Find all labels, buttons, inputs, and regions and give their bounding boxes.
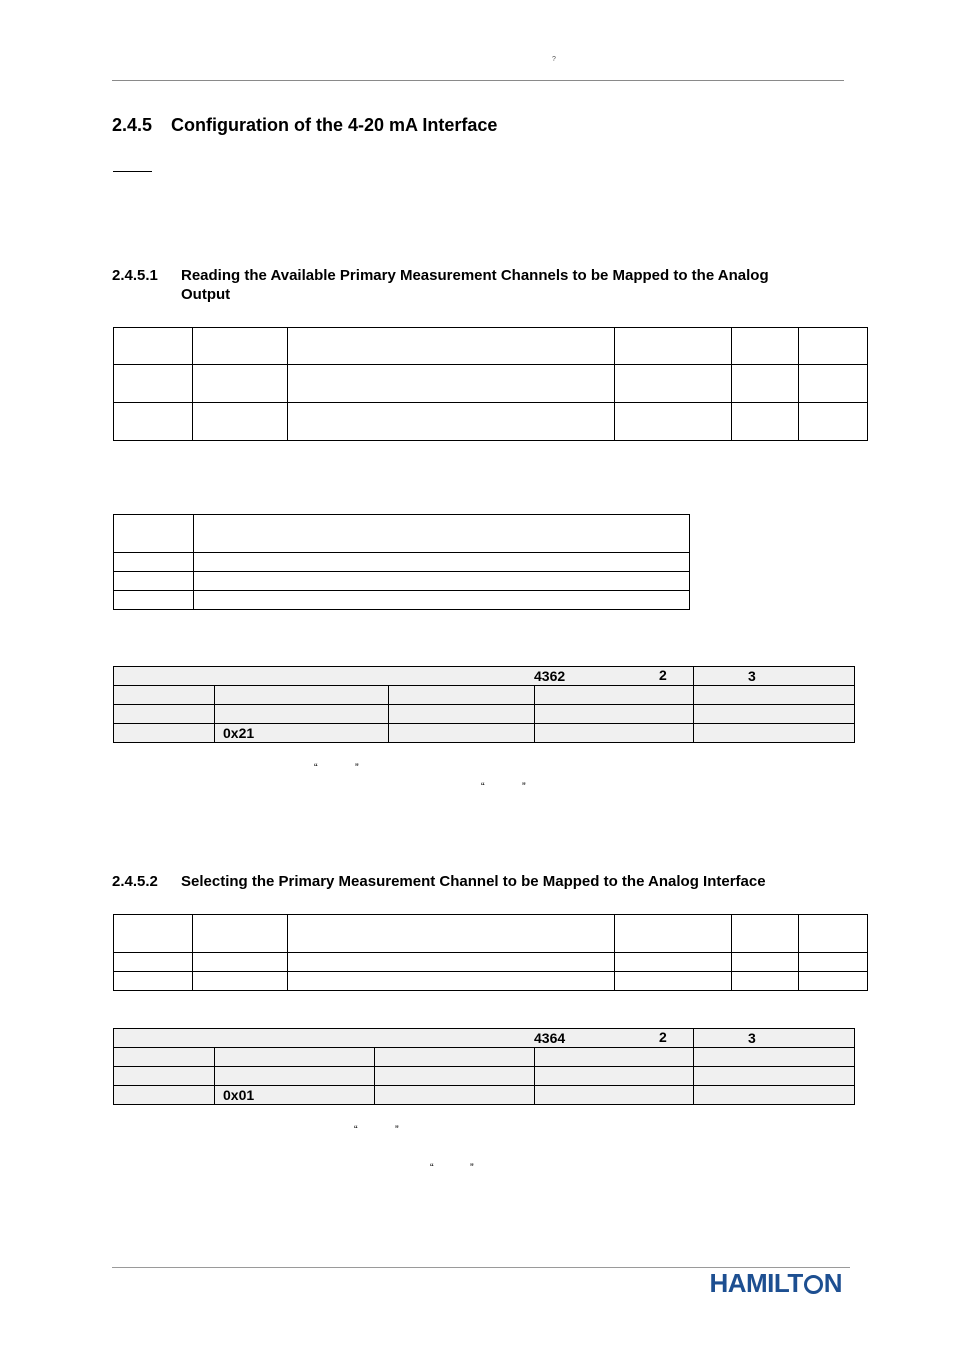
summary2-register: 4364 — [534, 1030, 566, 1046]
table-row — [114, 328, 868, 365]
table-row — [114, 705, 855, 724]
quote-open: “ — [430, 1162, 434, 1174]
quote-open: “ — [314, 762, 318, 774]
subsection-title-1-line2: Output — [181, 286, 231, 303]
summary-table-2 — [113, 1028, 855, 1105]
quote-open: “ — [481, 781, 485, 793]
register-table-1 — [113, 327, 868, 441]
logo-text-right: N — [823, 1268, 842, 1298]
quote-close: ” — [355, 762, 359, 774]
subsection-title-2: Selecting the Primary Measurement Channel to be Mapped to the Analog Interface — [181, 873, 766, 890]
summary-table-1 — [113, 666, 855, 743]
register-table-2 — [113, 914, 868, 991]
logo-ring-icon — [804, 1275, 823, 1294]
summary2-value: 0x01 — [215, 1086, 375, 1105]
subsection-heading-2 — [112, 872, 832, 892]
table-row — [114, 365, 868, 403]
table-row — [114, 667, 855, 686]
summary2-index: 3 — [694, 1029, 855, 1048]
header-mark: ? — [552, 56, 556, 63]
table-row — [114, 1048, 855, 1067]
summary1-count: 2 — [659, 667, 667, 683]
table-row — [114, 915, 868, 953]
table-row — [114, 724, 855, 743]
quote-close: ” — [395, 1124, 399, 1136]
table-row — [114, 1067, 855, 1086]
table-row — [114, 403, 868, 441]
table-row — [114, 1086, 855, 1105]
quote-close: ” — [522, 781, 526, 793]
table-row — [114, 686, 855, 705]
summary2-count: 2 — [659, 1029, 667, 1045]
quote-close: ” — [470, 1162, 474, 1174]
quote-open: “ — [354, 1124, 358, 1136]
summary1-value: 0x21 — [215, 724, 389, 743]
section-heading — [112, 115, 497, 136]
summary1-index: 3 — [694, 667, 855, 686]
table-row — [114, 553, 690, 572]
note-underline — [113, 171, 152, 172]
header-rule — [112, 80, 844, 81]
table-row — [114, 972, 868, 991]
bit-table — [113, 514, 690, 610]
section-number: 2.4.5 — [112, 115, 153, 135]
table-row — [114, 515, 690, 553]
subsection-heading-1 — [112, 266, 832, 306]
summary1-register: 4362 — [534, 668, 566, 684]
logo-text-left: HAMILT — [709, 1268, 803, 1298]
table-row — [114, 953, 868, 972]
table-row — [114, 572, 690, 591]
subsection-number-1: 2.4.5.1 — [112, 267, 158, 284]
hamilton-logo — [709, 1268, 842, 1299]
subsection-title-1-line1: Reading the Available Primary Measurement Channels to be Mapped to the Analog — [181, 267, 769, 284]
section-title: Configuration of the 4-20 mA Interface — [171, 115, 498, 135]
table-row — [114, 1029, 855, 1048]
table-row — [114, 591, 690, 610]
subsection-number-2: 2.4.5.2 — [112, 873, 158, 890]
